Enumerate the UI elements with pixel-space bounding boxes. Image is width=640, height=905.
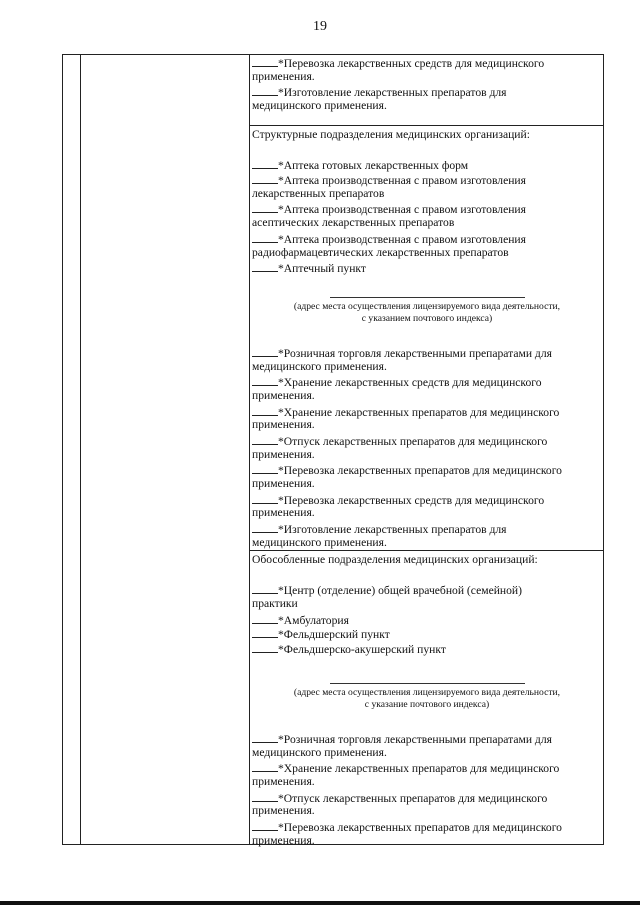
checkbox-blank[interactable] <box>252 260 278 272</box>
checklist-item: *Амбулатория <box>252 612 602 627</box>
checklist-item: *Перевозка лекарственных препаратов для медицинского <box>252 819 602 834</box>
row-divider-1 <box>249 125 604 126</box>
checkbox-blank[interactable] <box>252 790 278 802</box>
checklist-item: *Фельдшерско-акушерский пункт <box>252 641 602 656</box>
checklist-item: *Перевозка лекарственных препаратов для медицинского <box>252 462 602 477</box>
address-line[interactable] <box>330 297 525 298</box>
checklist-item: *Аптека производственная с правом изготовления <box>252 201 602 216</box>
checklist-item: *Перевозка лекарственных средств для медицинского <box>252 55 602 70</box>
column-divider-1 <box>80 54 81 845</box>
address-caption: (адрес места осуществления лицензируемого вида деятельности, <box>293 300 561 312</box>
address-caption: (адрес места осуществления лицензируемого вида деятельности, <box>293 686 561 698</box>
checklist-item: *Хранение лекарственных препаратов для медицинского <box>252 760 602 775</box>
section-title: Структурные подразделения медицинских организаций: <box>252 128 530 141</box>
checkbox-blank[interactable] <box>252 819 278 831</box>
checkbox-blank[interactable] <box>252 626 278 638</box>
checklist-item: *Отпуск лекарственных препаратов для медицинского <box>252 790 602 805</box>
section3-cell: Обособленные подразделения медицинских организаций: *Центр (отделение) общей врачебной (семейной) практики *Амбулатория *Фельдшерский пункт *Фельдшерско-акушерский пункт (адрес места осуществления лицензируемого вида деятельности, с указание почтового индекса) *Розничная торговля лекарственными препаратами для медицинского применения. *Хранение лекарственных препаратов для медицинского применения. *Отпуск лекарственных препаратов для медицинского применения. *Перевозка лекарственных препаратов для медицинского применения. <box>252 553 602 848</box>
checkbox-blank[interactable] <box>252 521 278 533</box>
checklist-item: *Аптека производственная с правом изготовления <box>252 231 602 246</box>
table-border-right <box>603 54 604 845</box>
column-divider-2 <box>249 54 250 845</box>
checkbox-blank[interactable] <box>252 231 278 243</box>
checkbox-blank[interactable] <box>252 760 278 772</box>
section-title: Обособленные подразделения медицинских организаций: <box>252 553 538 566</box>
checklist-item: *Перевозка лекарственных средств для медицинского <box>252 492 602 507</box>
checkbox-blank[interactable] <box>252 345 278 357</box>
checklist-item: *Аптека производственная с правом изготовления <box>252 172 602 187</box>
checkbox-blank[interactable] <box>252 374 278 386</box>
checkbox-blank[interactable] <box>252 201 278 213</box>
section1-cell: *Перевозка лекарственных средств для медицинского применения. *Изготовление лекарственных препаратов для медицинского применения. <box>252 55 602 114</box>
table-border-left <box>62 54 63 845</box>
checkbox-blank[interactable] <box>252 641 278 653</box>
checklist-item: *Хранение лекарственных средств для медицинского <box>252 374 602 389</box>
checkbox-blank[interactable] <box>252 157 278 169</box>
address-caption: с указание почтового индекса) <box>364 698 490 710</box>
checkbox-blank[interactable] <box>252 582 278 594</box>
checkbox-blank[interactable] <box>252 612 278 624</box>
checklist-item: *Розничная торговля лекарственными препаратами для <box>252 345 602 360</box>
address-caption: с указанием почтового индекса) <box>361 312 493 324</box>
checklist-item: *Отпуск лекарственных препаратов для медицинского <box>252 433 602 448</box>
checklist-item: *Изготовление лекарственных препаратов для <box>252 521 602 536</box>
address-line[interactable] <box>330 683 525 684</box>
checklist-item: *Центр (отделение) общей врачебной (семейной) <box>252 582 602 597</box>
page-bottom-edge <box>0 901 640 905</box>
checkbox-blank[interactable] <box>252 84 278 96</box>
license-table <box>62 54 604 845</box>
checklist-item: *Хранение лекарственных препаратов для медицинского <box>252 404 602 419</box>
checklist-item: *Изготовление лекарственных препаратов для <box>252 84 602 99</box>
page-number: 19 <box>313 19 327 34</box>
checklist-item: *Аптека готовых лекарственных форм <box>252 157 602 172</box>
checklist-item: *Фельдшерский пункт <box>252 626 602 641</box>
checkbox-blank[interactable] <box>252 731 278 743</box>
checkbox-blank[interactable] <box>252 55 278 67</box>
checklist-item: *Розничная торговля лекарственными препаратами для <box>252 731 602 746</box>
checklist-item: *Аптечный пункт <box>252 260 602 275</box>
checkbox-blank[interactable] <box>252 462 278 474</box>
section2-cell: Структурные подразделения медицинских организаций: *Аптека готовых лекарственных форм *Аптека производственная с правом изготовления лекарственных препаратов *Аптека производственная с правом изготовления асептических лекарственных препаратов *Аптека производственная с правом изготовления радиофармацевтических лекарственных препаратов *Аптечный пункт (адрес места осуществления лицензируемого вида деятельности, с указанием почтового индекса) *Розничная торговля лекарственными препаратами для медицинского применения. *Хранение лекарственных средств для медицинского применения. *Хранение лекарственных препаратов для медицинского применения. *Отпуск лекарственных препаратов для медицинского применения. *Перевозка лекарственных препаратов для медицинского применения. *Перевозка лекарственных средств для медицинского применения. *Изготовление лекарственных препаратов для медицинского применения. <box>252 128 602 551</box>
checkbox-blank[interactable] <box>252 433 278 445</box>
checkbox-blank[interactable] <box>252 404 278 416</box>
checkbox-blank[interactable] <box>252 172 278 184</box>
checkbox-blank[interactable] <box>252 492 278 504</box>
